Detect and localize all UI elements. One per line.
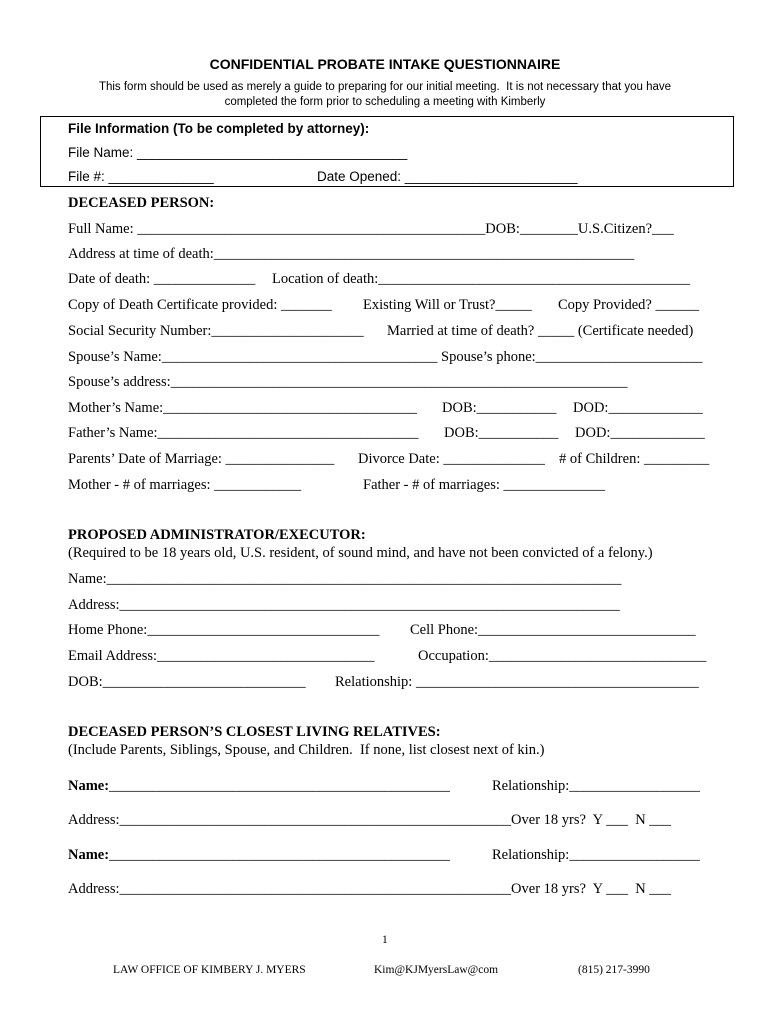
file-info-heading: File Information (To be completed by attorney): — [68, 121, 370, 136]
file-number-field[interactable]: File #: ______________ — [68, 169, 214, 184]
copy-provided-field[interactable]: Copy Provided? ______ — [558, 297, 699, 313]
full-name-field[interactable]: Full Name: ________________________________________________DOB:________U.S.Citizen?___ — [68, 221, 674, 237]
administrator-heading: PROPOSED ADMINISTRATOR/EXECUTOR: — [68, 527, 366, 543]
ssn-field[interactable]: Social Security Number:_____________________ — [68, 323, 364, 339]
father-dob-field[interactable]: DOB:___________ — [444, 425, 559, 441]
mother-dob-field[interactable]: DOB:___________ — [442, 400, 557, 416]
relative-name-line[interactable]: _______________________________________________ — [109, 847, 450, 863]
footer-email: Kim@KJMyersLaw@com — [374, 964, 499, 976]
spouse-address-field[interactable]: Spouse’s address:_______________________________________________________________ — [68, 374, 628, 390]
intro-line-2: completed the form prior to scheduling a meeting with Kimberly — [224, 96, 546, 108]
spouse-phone-field[interactable]: Spouse’s phone:_______________________ — [441, 349, 703, 365]
intro-line-1: This form should be used as merely a guide to preparing for our initial meeting. It is not necessary that you have — [98, 81, 672, 93]
email-field[interactable]: Email Address:______________________________ — [68, 648, 375, 664]
administrator-name-field[interactable]: Name:_______________________________________________________________________ — [68, 571, 622, 587]
parents-marriage-date-field[interactable]: Parents’ Date of Marriage: _______________ — [68, 451, 335, 467]
file-name-field[interactable]: File Name: ____________________________________ — [68, 145, 408, 160]
relative-name-line[interactable]: _______________________________________________ — [109, 778, 450, 794]
relative-name-field[interactable] — [68, 847, 450, 864]
will-trust-field[interactable]: Existing Will or Trust?_____ — [363, 297, 532, 313]
deceased-heading: DECEASED PERSON: — [68, 195, 215, 211]
relative-name-field[interactable] — [68, 778, 450, 795]
footer-phone: (815) 217-3990 — [578, 964, 650, 976]
mother-marriages-field[interactable]: Mother - # of marriages: ____________ — [68, 477, 302, 493]
page-number: 1 — [382, 934, 388, 946]
father-dod-field[interactable]: DOD:_____________ — [575, 425, 705, 441]
relative-relationship-field[interactable]: Relationship:__________________ — [492, 847, 700, 863]
administrator-dob-field[interactable]: DOB:____________________________ — [68, 674, 306, 690]
relatives-instructions: (Include Parents, Siblings, Spouse, and Children. If none, list closest next of kin.) — [68, 742, 545, 758]
footer-office-name: LAW OFFICE OF KIMBERY J. MYERS — [113, 964, 306, 976]
mother-dod-field[interactable]: DOD:_____________ — [573, 400, 703, 416]
relative-address-field[interactable]: Address:______________________________________________________Over 18 yrs? Y ___ N ___ — [68, 881, 672, 897]
death-certificate-field[interactable]: Copy of Death Certificate provided: _______ — [68, 297, 332, 313]
spouse-name-field[interactable]: Spouse’s Name:______________________________________ — [68, 349, 438, 365]
administrator-relationship-field[interactable]: Relationship: _______________________________________ — [335, 674, 699, 690]
cell-phone-field[interactable]: Cell Phone:______________________________ — [410, 622, 696, 638]
children-count-field[interactable]: # of Children: _________ — [559, 451, 710, 467]
date-opened-field[interactable]: Date Opened: _______________________ — [317, 169, 578, 184]
father-marriages-field[interactable]: Father - # of marriages: ______________ — [363, 477, 606, 493]
father-name-field[interactable]: Father’s Name:____________________________________ — [68, 425, 419, 441]
date-of-death-field[interactable]: Date of death: ______________ — [68, 271, 256, 287]
relative-name-label: Name: — [68, 847, 110, 863]
relative-address-field[interactable]: Address:______________________________________________________Over 18 yrs? Y ___ N ___ — [68, 812, 672, 828]
death-address-field[interactable]: Address at time of death:__________________________________________________________ — [68, 246, 635, 262]
location-of-death-field[interactable]: Location of death:___________________________________________ — [272, 271, 691, 287]
relatives-heading: DECEASED PERSON’S CLOSEST LIVING RELATIVES: — [68, 724, 441, 740]
page-title: CONFIDENTIAL PROBATE INTAKE QUESTIONNAIRE — [209, 56, 561, 72]
relative-relationship-field[interactable]: Relationship:__________________ — [492, 778, 700, 794]
relative-name-label: Name: — [68, 778, 110, 794]
administrator-address-field[interactable]: Address:_____________________________________________________________________ — [68, 597, 620, 613]
divorce-date-field[interactable]: Divorce Date: ______________ — [358, 451, 545, 467]
occupation-field[interactable]: Occupation:______________________________ — [418, 648, 707, 664]
home-phone-field[interactable]: Home Phone:________________________________ — [68, 622, 380, 638]
administrator-requirements: (Required to be 18 years old, U.S. resident, of sound mind, and have not been convicted of a felony.) — [68, 545, 653, 561]
mother-name-field[interactable]: Mother’s Name:___________________________________ — [68, 400, 417, 416]
married-field[interactable]: Married at time of death? _____ (Certificate needed) — [387, 323, 694, 339]
